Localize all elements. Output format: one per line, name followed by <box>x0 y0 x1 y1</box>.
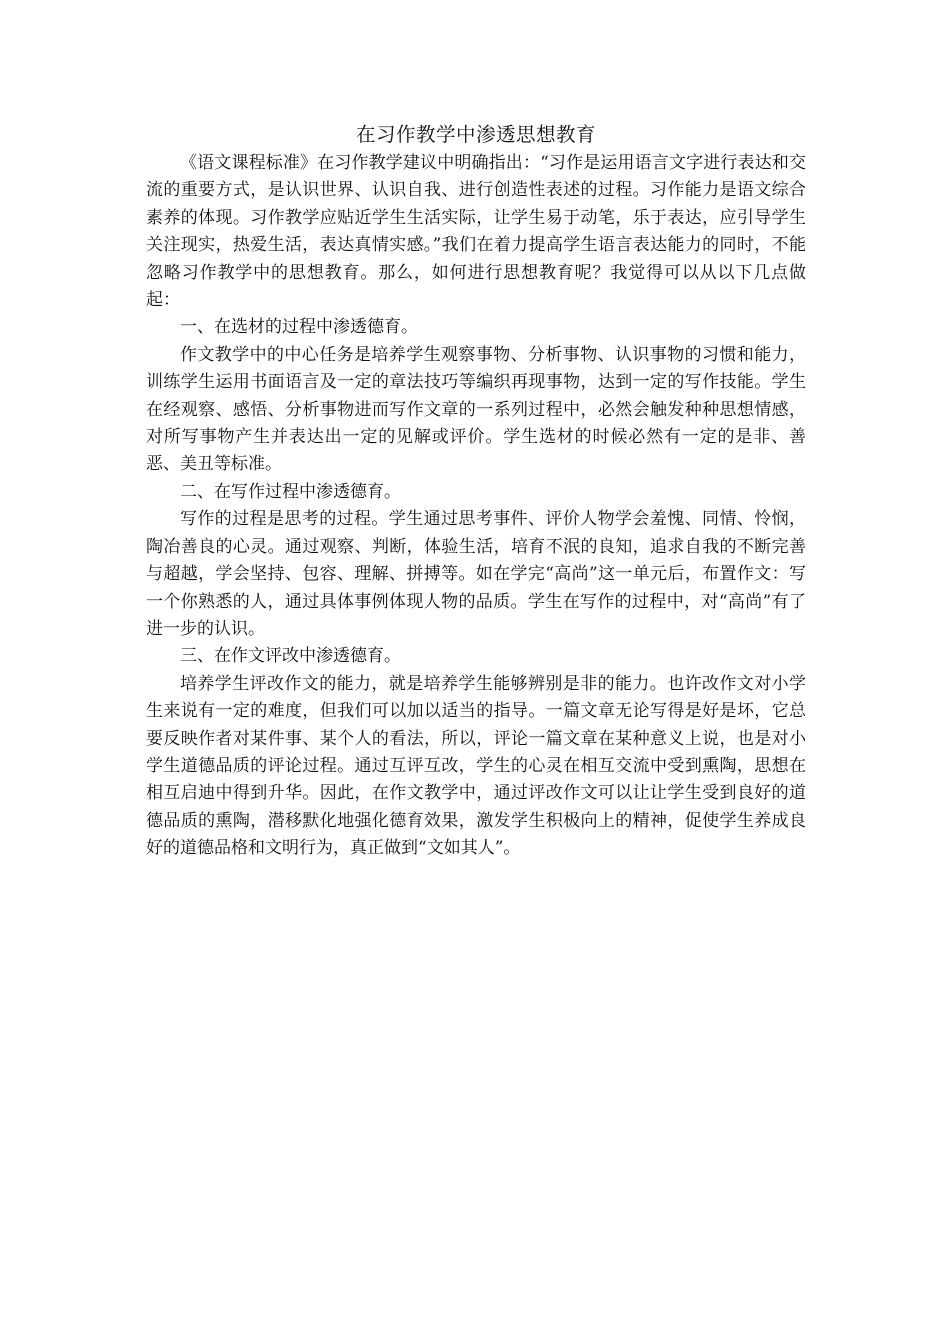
document-body <box>146 120 806 863</box>
section-heading-2: 二、在写作过程中渗透德育。 <box>180 481 401 502</box>
paragraph-intro: 《语文课程标准》在习作教学建议中明确指出：“习作是运用语言文字进行表达和交流的重要方式，是认识世界、认识自我、进行创造性表述的过程。习作能力是语文综合素养的体现。习作教学应贴近学生生活实际，让学生易于动笔，乐于表达，应引导学生关注现实，热爱生活，表达真情实感。”我们在着力提高学生语言表达能力的同时，不能忽略习作教学中的思想教育。那么，如何进行思想教育呢？我觉得可以从以下几点做起： <box>146 153 806 311</box>
paragraph-section-2: 写作的过程是思考的过程。学生通过思考事件、评价人物学会羞愧、同情、怜悯，陶冶善良的心灵。通过观察、判断，体验生活，培育不泯的良知，追求自我的不断完善与超越，学会坚持、包容、理解、拼搏等。如在学完“高尚”这一单元后，布置作文：写一个你熟悉的人，通过具体事例体现人物的品质。学生在写作的过程中，对“高尚”有了进一步的认识。 <box>146 509 806 639</box>
paragraph-section-3: 培养学生评改作文的能力，就是培养学生能够辨别是非的能力。也许改作文对小学生来说有一定的难度，但我们可以加以适当的指导。一篇文章无论写得是好是坏，它总要反映作者对某件事、某个人的看法，所以，评论一篇文章在某种意义上说，也是对小学生道德品质的评论过程。通过互评互改，学生的心灵在相互交流中受到熏陶，思想在相互启迪中得到升华。因此，在作文教学中，通过评改作文可以让让学生受到良好的道德品质的熏陶，潜移默化地强化德育效果，激发学生积极向上的精神，促使学生养成良好的道德品格和文明行为，真正做到“文如其人”。 <box>146 673 806 859</box>
document-title: 在习作教学中渗透思想教育 <box>355 123 596 146</box>
section-heading-1: 一、在选材的过程中渗透德育。 <box>180 317 418 338</box>
paragraph-section-1: 作文教学中的中心任务是培养学生观察事物、分析事物、认识事物的习惯和能力，训练学生运用书面语言及一定的章法技巧等编织再现事物，达到一定的写作技能。学生在经观察、感悟、分析事物进而写作文章的一系列过程中，必然会触发种种思想情感，对所写事物产生并表达出一定的见解或评价。学生选材的时候必然有一定的是非、善恶、美丑等标准。 <box>146 344 806 475</box>
section-heading-3: 三、在作文评改中渗透德育。 <box>180 646 401 667</box>
